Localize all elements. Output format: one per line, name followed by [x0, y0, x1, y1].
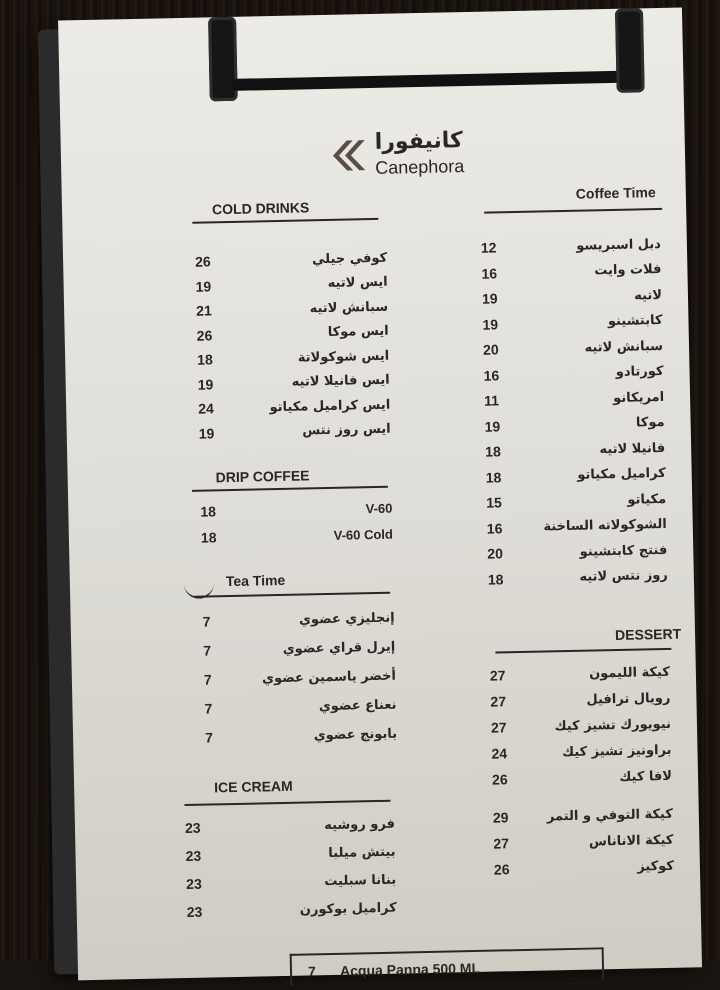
- menu-item-name: فلات وايت: [594, 261, 662, 279]
- menu-item-name: ايس كراميل مكياتو: [269, 397, 391, 415]
- menu-paper: [58, 7, 702, 980]
- tea-time-rule: [194, 592, 390, 598]
- menu-item-name: لاتيه: [634, 287, 663, 304]
- menu-item: [482, 283, 662, 311]
- water-price: 7: [307, 963, 317, 980]
- menu-item-price: 15: [486, 494, 503, 511]
- menu-item-price: 18: [485, 468, 502, 486]
- menu-item-name: رويال ترافيل: [586, 690, 671, 708]
- menu-item: [481, 257, 661, 285]
- menu-item-price: 26: [493, 861, 510, 878]
- menu-item-name: فانيلا لاتيه: [599, 440, 666, 457]
- menu-item-name: كابتشينو: [607, 312, 663, 330]
- cold-drinks-rule: [192, 218, 378, 224]
- menu-item-name: مكياتو: [627, 491, 667, 508]
- menu-item-name: كيكة الليمون: [588, 664, 671, 682]
- coffee-time-title: Coffee Time: [575, 184, 656, 202]
- menu-item-price: 23: [184, 819, 201, 837]
- menu-item: [205, 722, 397, 750]
- menu-item-price: 19: [481, 290, 498, 307]
- menu-item-price: 18: [200, 529, 217, 546]
- menu-item-name: كيكة الاناناس: [588, 832, 674, 850]
- menu-item: [196, 319, 388, 347]
- menu-item: [483, 359, 663, 387]
- menu-item-price: 16: [481, 264, 498, 282]
- coffee-time-rule: [484, 208, 662, 214]
- menu-item-price: 7: [204, 729, 214, 746]
- clip-right-jaw: [615, 8, 645, 93]
- menu-item-name: موكا: [635, 414, 665, 431]
- menu-item: [494, 854, 674, 882]
- menu-item-name: ايس لاتيه: [327, 274, 388, 291]
- menu-item-name: نعناع عضوي: [318, 697, 397, 714]
- menu-item-name: كوكيز: [637, 858, 675, 875]
- menu-item-price: 24: [491, 745, 508, 762]
- clipboard-clip: [208, 8, 645, 107]
- menu-item: [204, 664, 396, 692]
- menu-item-price: 20: [482, 341, 499, 358]
- menu-item-name: الشوكولاته الساخنة: [543, 516, 667, 535]
- menu-item: [490, 660, 670, 688]
- menu-item-name: لافا كيك: [619, 768, 673, 785]
- menu-item-name: إيرل قراي عضوي: [282, 639, 396, 657]
- menu-item-price: 24: [198, 400, 214, 417]
- menu-item: [486, 487, 666, 515]
- menu-item: [482, 308, 662, 336]
- menu-item-price: 7: [204, 700, 213, 717]
- menu-item: [200, 496, 392, 524]
- menu-item-name: بيتش ميلبا: [328, 844, 396, 861]
- menu-item: [484, 410, 664, 438]
- menu-item-price: 23: [186, 875, 202, 893]
- brand-name-english: Canephora: [375, 156, 465, 178]
- menu-item-name: كيكة التوفي و التمر: [546, 806, 673, 824]
- menu-item-price: 21: [196, 302, 212, 319]
- menu-item-price: 11: [483, 392, 500, 409]
- menu-item-name: فنتج كابتشينو: [579, 542, 668, 560]
- menu-item-price: 16: [483, 366, 500, 384]
- ice-cream-rule: [185, 800, 391, 806]
- menu-item-price: 18: [487, 570, 504, 588]
- menu-item: [186, 868, 396, 896]
- menu-item-price: 18: [485, 443, 501, 460]
- menu-item-price: 19: [484, 417, 501, 435]
- menu-item: [487, 512, 667, 540]
- chevron-logo-icon: [329, 136, 368, 175]
- menu-item: [195, 246, 387, 274]
- menu-item: [204, 693, 396, 721]
- drip-coffee-title: DRIP COFFEE: [215, 467, 310, 486]
- menu-item-name: كراميل بوكورن: [299, 900, 397, 918]
- menu-item-price: 26: [194, 253, 211, 270]
- menu-item-name: ايس موكا: [327, 323, 389, 340]
- dessert-title: DESSERT: [614, 625, 682, 644]
- menu-item-name: كوفي جيلي: [311, 250, 388, 267]
- menu-item: [490, 686, 670, 714]
- menu-item-name: إنجليزي عضوي: [298, 610, 395, 628]
- menu-item-price: 27: [493, 835, 510, 852]
- menu-item: [198, 393, 390, 421]
- menu-item-name: بنانا سبليت: [324, 872, 397, 889]
- menu-item-price: 19: [198, 424, 215, 442]
- menu-item-name: براونيز تشيز كيك: [562, 742, 672, 760]
- menu-item: [483, 334, 663, 362]
- menu-item: [488, 563, 668, 591]
- menu-item: [195, 270, 387, 298]
- menu-item-name: سبانش لاتيه: [584, 338, 664, 356]
- menu-item: [203, 635, 395, 663]
- menu-item: [198, 417, 390, 445]
- menu-item-name: ايس روز نتس: [302, 421, 391, 439]
- menu-item: [487, 538, 667, 566]
- clip-bar: [231, 71, 622, 91]
- menu-item: [491, 738, 671, 766]
- menu-item-name: V-60: [365, 500, 393, 516]
- menu-item-price: 26: [196, 326, 213, 344]
- menu-item-price: 19: [482, 315, 499, 333]
- menu-item: [485, 436, 665, 464]
- menu-item: [196, 295, 388, 323]
- drip-coffee-rule: [192, 486, 388, 492]
- menu-item: [197, 344, 389, 372]
- menu-item-price: 19: [195, 277, 212, 295]
- menu-item-name: كراميل مكياتو: [577, 465, 666, 483]
- menu-item-price: 26: [491, 771, 508, 788]
- dessert-rule: [495, 648, 671, 654]
- menu-item: [187, 896, 397, 924]
- menu-item: [493, 828, 673, 856]
- menu-item: [491, 712, 671, 740]
- ice-cream-title: ICE CREAM: [213, 777, 293, 796]
- menu-item: [202, 606, 394, 634]
- cold-drinks-title: COLD DRINKS: [211, 199, 310, 218]
- menu-item: [197, 368, 389, 396]
- tea-time-title: Tea Time: [225, 571, 286, 590]
- menu-item: [185, 840, 395, 868]
- menu-item-price: 20: [487, 545, 504, 562]
- menu-item-price: 7: [203, 642, 212, 659]
- menu-item-name: V-60 Cold: [333, 526, 394, 543]
- menu-item-price: 7: [203, 671, 212, 688]
- menu-item-name: ايس فانيلا لاتيه: [291, 372, 390, 390]
- menu-item-price: 18: [197, 351, 213, 368]
- menu-item-price: 27: [490, 693, 507, 710]
- menu-item-name: روز نتس لاتيه: [579, 567, 668, 585]
- menu-item-name: فرو روشيه: [324, 816, 396, 833]
- menu-item-price: 19: [197, 375, 214, 393]
- menu-item-price: 23: [186, 903, 203, 921]
- menu-item-name: أخضر ياسمين عضوي: [261, 668, 397, 686]
- menu-item-price: 18: [200, 503, 217, 520]
- menu-item: [484, 385, 664, 413]
- menu-item: [493, 802, 673, 830]
- menu-item-name: كورتادو: [615, 363, 664, 380]
- menu-item-name: ايس شوكولاتة: [297, 348, 390, 366]
- menu-item: [481, 232, 661, 260]
- menu-item-name: بابونج عضوي: [313, 726, 398, 743]
- menu-item-name: امريكانو: [612, 389, 665, 406]
- menu-item-price: 16: [486, 519, 503, 537]
- menu-item: [485, 461, 665, 489]
- brand-name-arabic: كانيفورا: [374, 128, 464, 155]
- menu-item-price: 7: [202, 613, 211, 630]
- menu-item-name: دبل اسبريسو: [576, 236, 662, 254]
- water-name: Acqua Panna 500 ML: [339, 959, 481, 979]
- menu-item-price: 27: [489, 667, 506, 684]
- menu-item-price: 12: [480, 239, 497, 256]
- menu-item-price: 27: [490, 719, 507, 736]
- menu-item-name: نيويورك تشيز كيك: [554, 716, 672, 734]
- water-box: [290, 947, 605, 986]
- menu-item-name: سبانش لاتيه: [309, 299, 389, 316]
- menu-item: [185, 812, 395, 840]
- menu-item-price: 29: [492, 809, 509, 826]
- menu-item: [492, 764, 672, 792]
- menu-item: [201, 522, 393, 550]
- menu-item-price: 23: [185, 847, 202, 865]
